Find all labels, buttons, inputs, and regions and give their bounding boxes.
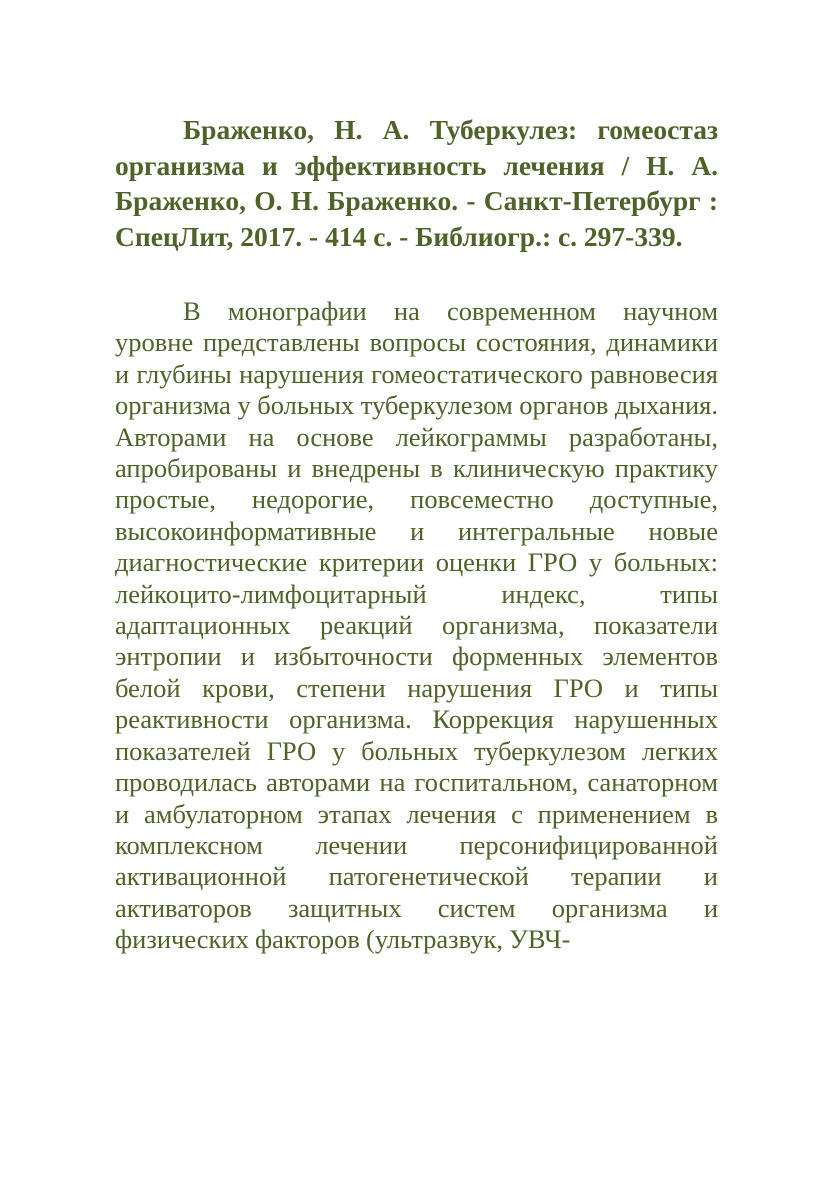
bibliographic-citation: Браженко, Н. А. Туберкулез: гомеостаз организма и эффективность лечения / Н. А. Браженко, О. Н. Браженко. - Санкт-Петербург : СпецЛит, 2017. - 414 с. - Библиогр.: с. 297-339. [115,114,718,252]
abstract-paragraph: В монографии на современном научном уровне представлены вопросы состояния, динамики и глубины нарушения гомеостатического равновесия организма у больных туберкулезом органов дыхания. Авторами на основе лейкограммы разработаны, апробированы и внедрены в клиническую практику простые, недорогие, повсеместно доступные, высокоинформативные и интегральные новые диагностические критерии оценки ГРО у больных: лейкоцито-лимфоцитарный индекс, типы адаптационных реакций организма, показатели энтропии и избыточности форменных элементов белой крови, степени нарушения ГРО и типы реактивности организма. Коррекция нарушенных показателей ГРО у больных туберкулезом легких проводилась авторами на госпитальном, санаторном и амбулаторном этапах лечения с применением в комплексном лечении персонифицированной активационной патогенетической терапии и активаторов защитных систем организма и физических факторов (ультразвук, УВЧ- [115,296,718,955]
page-content [115,112,718,956]
